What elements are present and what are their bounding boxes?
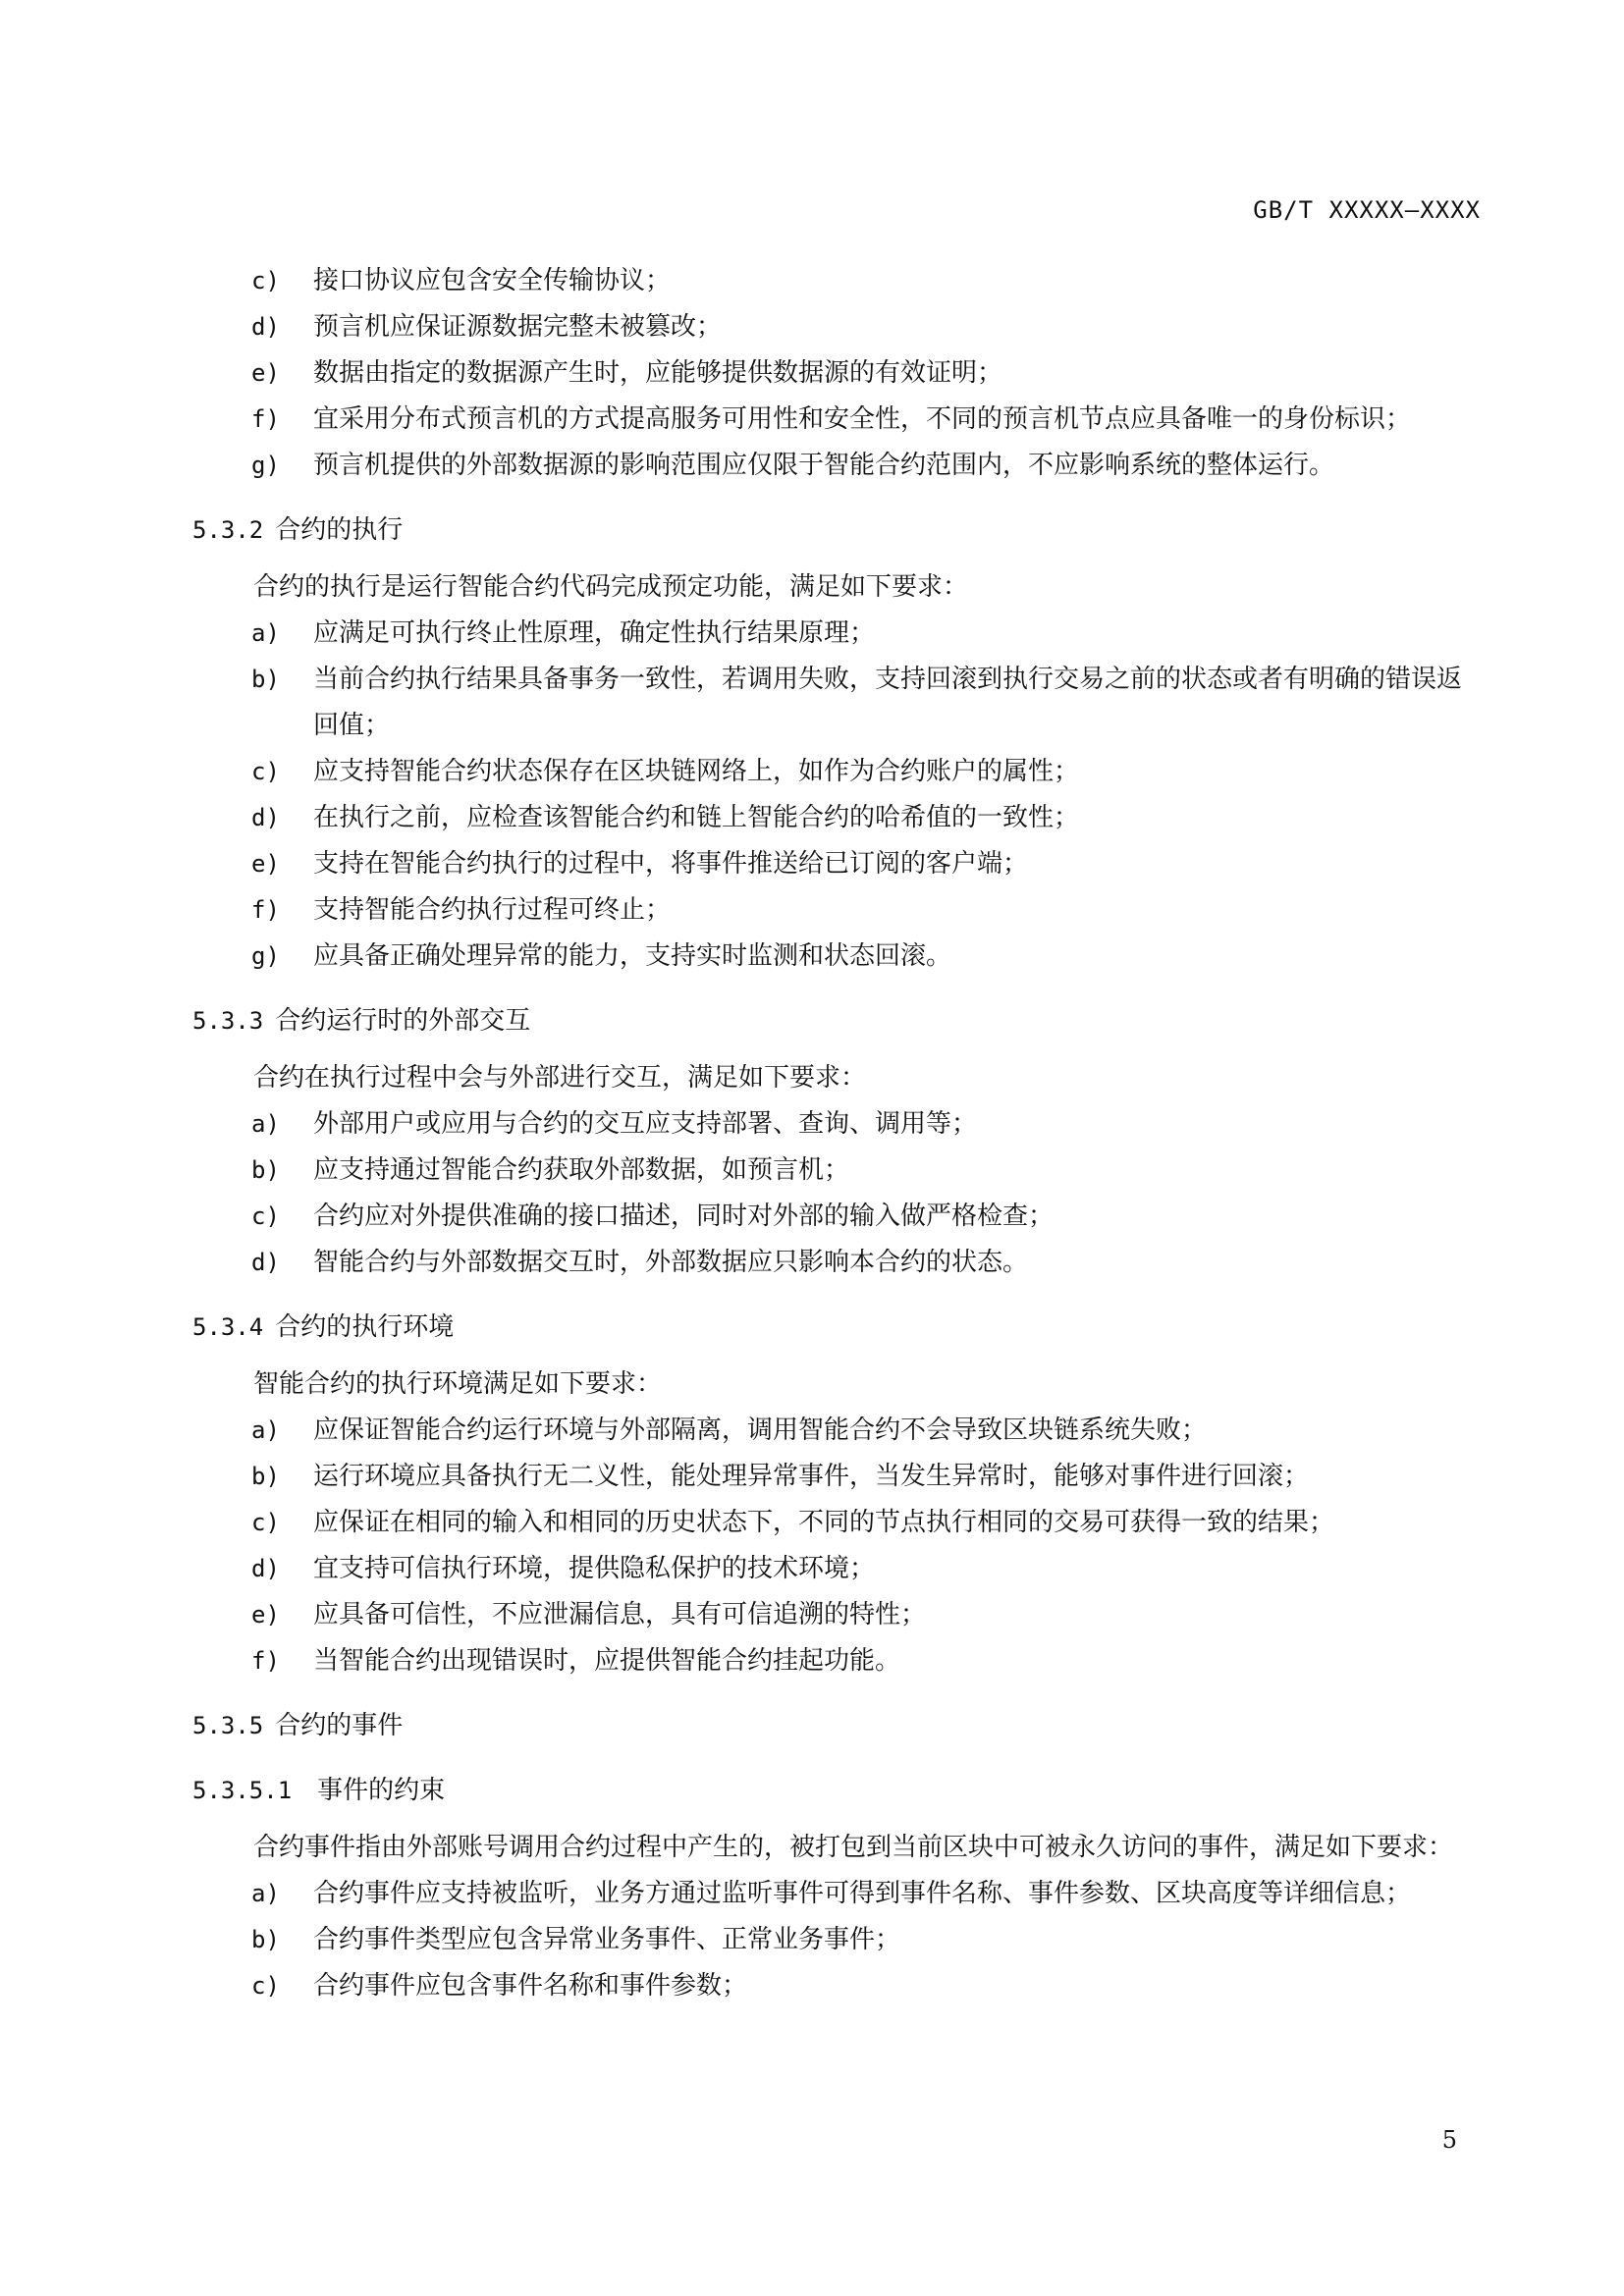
list-item <box>192 1454 1481 1500</box>
list-letter: g) <box>251 452 280 479</box>
list-text: 应具备正确处理异常的能力，支持实时监测和状态回滚。 <box>313 941 952 971</box>
list-item <box>192 795 1481 841</box>
list-text: 合约事件应支持被监听，业务方通过监听事件可得到事件名称、事件参数、区块高度等详细信息； <box>313 1879 1412 1908</box>
list-text: 预言机提供的外部数据源的影响范围应仅限于智能合约范围内，不应影响系统的整体运行。 <box>313 451 1335 480</box>
list-letter: a) <box>251 619 280 647</box>
section-intro: 合约事件指由外部账号调用合约过程中产生的，被打包到当前区块中可被永久访问的事件，满足如下要求： <box>253 1833 1454 1862</box>
list-letter: f) <box>251 405 280 433</box>
section-number: 5.3.5 <box>192 1712 264 1739</box>
list-letter: e) <box>251 850 280 878</box>
list-letter: a) <box>251 1110 280 1138</box>
list-letter: c) <box>251 267 280 294</box>
list-item <box>192 443 1481 489</box>
section-title: 合约运行时的外部交互 <box>275 1006 531 1036</box>
list-text: 应保证智能合约运行环境与外部隔离，调用智能合约不会导致区块链系统失败； <box>313 1415 1208 1445</box>
list-letter: f) <box>251 896 280 924</box>
list-letter: d) <box>251 804 280 831</box>
list-text: 预言机应保证源数据完整未被篡改； <box>313 312 723 342</box>
section-heading-5-3-5-1 <box>192 1768 1481 1814</box>
list-text: 合约事件应包含事件名称和事件参数； <box>313 1971 748 2001</box>
top-list <box>192 258 1481 489</box>
list-text: 应保证在相同的输入和相同的历史状态下，不同的节点执行相同的交易可获得一致的结果； <box>313 1508 1335 1537</box>
list-item <box>192 1871 1481 1917</box>
section-intro: 智能合约的执行环境满足如下要求： <box>253 1369 663 1399</box>
list-letter: c) <box>251 1202 280 1230</box>
section-title: 合约的执行 <box>275 515 404 545</box>
list-letter: b) <box>251 1926 280 1953</box>
list-text: 应支持通过智能合约获取外部数据，如预言机； <box>313 1155 850 1185</box>
list-letter: a) <box>251 1880 280 1907</box>
list-item <box>192 1194 1481 1240</box>
list-item <box>192 258 1481 304</box>
page-number: 5 <box>1441 2126 1457 2154</box>
list-item <box>192 1101 1481 1148</box>
section-heading-5-3-3 <box>192 998 1481 1044</box>
list-item <box>192 304 1481 350</box>
list-letter: c) <box>251 1972 280 2000</box>
list-item <box>192 350 1481 397</box>
section-intro: 合约的执行是运行智能合约代码完成预定功能，满足如下要求： <box>253 572 969 602</box>
list-text: 合约应对外提供准确的接口描述，同时对外部的输入做严格检查； <box>313 1201 1055 1231</box>
list-item <box>192 611 1481 657</box>
list-text: 数据由指定的数据源产生时，应能够提供数据源的有效证明； <box>313 358 1003 388</box>
list-item <box>192 934 1481 980</box>
list-item <box>192 749 1481 795</box>
list-text: 宜采用分布式预言机的方式提高服务可用性和安全性，不同的预言机节点应具备唯一的身份标识； <box>313 404 1412 434</box>
list-letter: e) <box>251 1601 280 1629</box>
list-letter: d) <box>251 1555 280 1582</box>
list-text: 支持在智能合约执行的过程中，将事件推送给已订阅的客户端； <box>313 849 1029 879</box>
list-letter: c) <box>251 1509 280 1536</box>
list-item <box>192 657 1481 749</box>
section-number: 5.3.5.1 <box>192 1777 293 1804</box>
list-letter: f) <box>251 1647 280 1675</box>
section-heading-5-3-4 <box>192 1305 1481 1351</box>
section-number: 5.3.2 <box>192 516 264 544</box>
section-title: 合约的事件 <box>275 1711 404 1740</box>
list-text: 支持智能合约执行过程可终止； <box>313 895 672 925</box>
list-letter: d) <box>251 1249 280 1276</box>
list-text: 合约事件类型应包含异常业务事件、正常业务事件； <box>313 1925 901 1954</box>
list-letter: b) <box>251 1463 280 1490</box>
section-title: 事件的约束 <box>317 1776 446 1805</box>
list-letter: b) <box>251 666 280 693</box>
list-text: 接口协议应包含安全传输协议； <box>313 266 672 295</box>
list-item <box>192 1546 1481 1592</box>
list-item <box>192 1638 1481 1684</box>
list-text: 在执行之前，应检查该智能合约和链上智能合约的哈希值的一致性； <box>313 803 1080 832</box>
document-body <box>192 258 1481 2009</box>
list-item <box>192 1963 1481 2009</box>
list-text: 应满足可执行终止性原理，确定性执行结果原理； <box>313 618 876 648</box>
section-heading-5-3-5 <box>192 1703 1481 1749</box>
list-text: 应具备可信性，不应泄漏信息，具有可信追溯的特性； <box>313 1600 927 1629</box>
list-item <box>192 1592 1481 1638</box>
list-item <box>192 1917 1481 1963</box>
list-text: 智能合约与外部数据交互时，外部数据应只影响本合约的状态。 <box>313 1248 1029 1277</box>
document-code: GB/T XXXXX—XXXX <box>1253 196 1481 224</box>
list-text: 应支持智能合约状态保存在区块链网络上，如作为合约账户的属性； <box>313 757 1080 786</box>
section-heading-5-3-2 <box>192 507 1481 554</box>
list-item <box>192 1408 1481 1454</box>
list-letter: d) <box>251 313 280 341</box>
list-text: 运行环境应具备执行无二义性，能处理异常事件，当发生异常时，能够对事件进行回滚； <box>313 1462 1310 1491</box>
section-intro: 合约在执行过程中会与外部进行交互，满足如下要求： <box>253 1063 867 1093</box>
list-item <box>192 841 1481 887</box>
list-text: 宜支持可信执行环境，提供隐私保护的技术环境； <box>313 1554 876 1583</box>
list-text: 当智能合约出现错误时，应提供智能合约挂起功能。 <box>313 1646 901 1676</box>
list-item <box>192 1148 1481 1194</box>
list-letter: g) <box>251 942 280 970</box>
list-text: 外部用户或应用与合约的交互应支持部署、查询、调用等； <box>313 1109 978 1139</box>
list-item <box>192 887 1481 934</box>
list-letter: b) <box>251 1156 280 1184</box>
list-item <box>192 397 1481 443</box>
list-letter: e) <box>251 359 280 387</box>
list-item <box>192 1240 1481 1286</box>
list-letter: c) <box>251 758 280 785</box>
list-letter: a) <box>251 1416 280 1444</box>
section-title: 合约的执行环境 <box>275 1312 455 1342</box>
list-text: 当前合约执行结果具备事务一致性，若调用失败，支持回滚到执行交易之前的状态或者有明确的错误返回值； <box>313 665 1463 740</box>
list-item <box>192 1500 1481 1546</box>
section-number: 5.3.4 <box>192 1313 264 1341</box>
section-number: 5.3.3 <box>192 1007 264 1035</box>
